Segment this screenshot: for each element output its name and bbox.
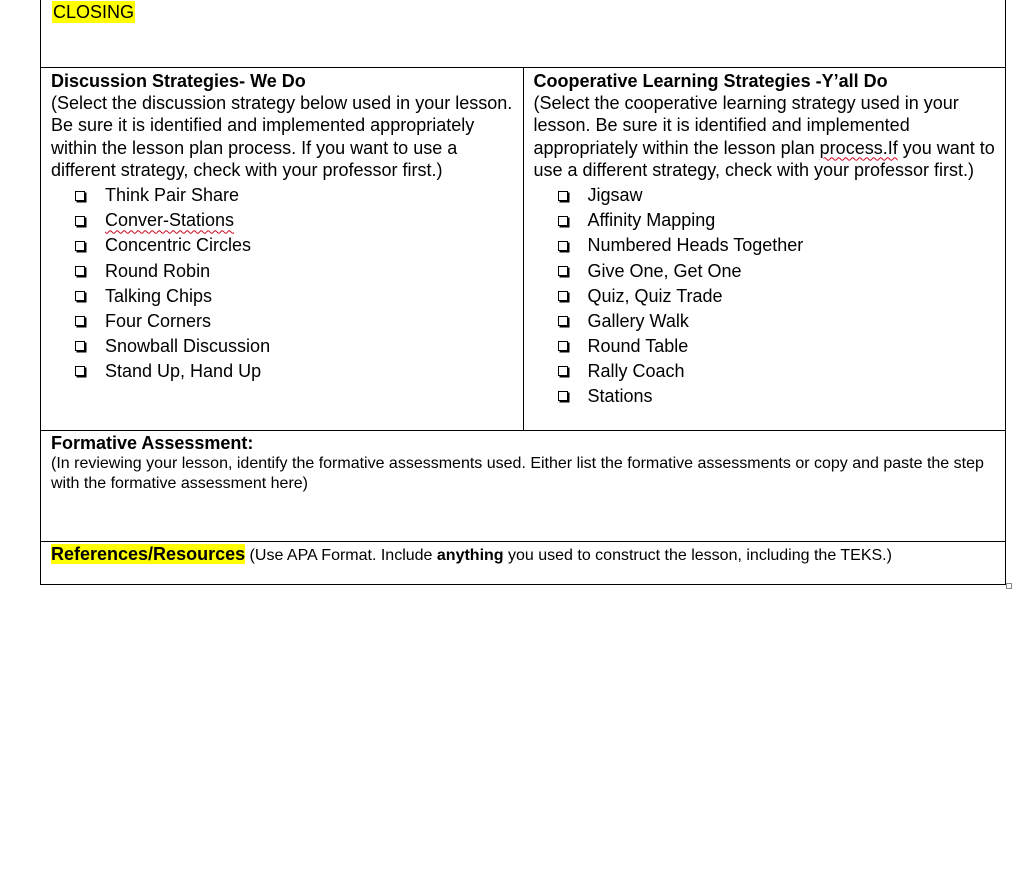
list-item [524, 258, 1006, 283]
checkbox-icon[interactable] [558, 341, 568, 351]
checkbox-icon[interactable] [75, 316, 85, 326]
references-section[interactable] [41, 542, 1006, 585]
list-item-label: Round Robin [105, 260, 211, 281]
formative-assessment-section[interactable] [41, 431, 1006, 542]
formative-title: Formative Assessment: [51, 433, 254, 453]
list-item-label: Snowball Discussion [105, 335, 271, 356]
list-item-label: Conver-Stations [105, 210, 235, 231]
list-item-label: Affinity Mapping [587, 210, 716, 231]
spellcheck-flagged-word: process.If [819, 137, 898, 158]
lesson-plan-table [40, 0, 1006, 585]
list-item [524, 359, 1006, 384]
discussion-title: Discussion Strategies- We Do [51, 71, 306, 91]
list-item-label: Rally Coach [587, 360, 685, 381]
checkbox-icon[interactable] [75, 366, 85, 376]
list-item-label: Gallery Walk [587, 310, 689, 331]
list-item [41, 233, 523, 258]
cooperative-instructions-part1: (Select the cooperative learning strategy used in your lesson. Be sure it is identified and implemented appropriately within the lesson plan [533, 93, 959, 158]
checkbox-icon[interactable] [558, 391, 568, 401]
list-item-label: Stations [587, 385, 653, 406]
references-text-before: (Use APA Format. Include [245, 547, 437, 564]
closing-section[interactable] [41, 0, 1006, 68]
list-item [41, 284, 523, 309]
list-item-label: Stand Up, Hand Up [105, 360, 262, 381]
checkbox-icon[interactable] [75, 341, 85, 351]
table-resize-handle[interactable] [1006, 583, 1012, 589]
list-item [524, 309, 1006, 334]
list-item [524, 384, 1006, 409]
discussion-instructions: (Select the discussion strategy below used in your lesson. Be sure it is identified and implemented appropriately within the lesson plan process. If you want to use a different strategy, check with your professor first.) [51, 93, 513, 180]
list-item [524, 183, 1006, 208]
list-item-label: Talking Chips [105, 285, 213, 306]
list-item-label: Quiz, Quiz Trade [587, 285, 723, 306]
checkbox-icon[interactable] [75, 266, 85, 276]
list-item-label: Four Corners [105, 310, 212, 331]
list-item-label: Think Pair Share [105, 185, 240, 206]
references-line [41, 542, 1005, 567]
list-item [41, 208, 523, 233]
checkbox-icon[interactable] [558, 191, 568, 201]
discussion-strategies-section[interactable] [41, 68, 524, 431]
checkbox-icon[interactable] [75, 241, 85, 251]
checkbox-icon[interactable] [558, 266, 568, 276]
cooperative-checklist [524, 183, 1006, 409]
formative-instructions: (In reviewing your lesson, identify the formative assessments used. Either list the formative assessments or copy and paste the step with the formative assessment here) [51, 455, 984, 492]
checkbox-icon[interactable] [558, 316, 568, 326]
list-item [524, 208, 1006, 233]
list-item [524, 284, 1006, 309]
list-item [524, 334, 1006, 359]
references-title: References/Resources [51, 544, 246, 564]
list-item-label: Jigsaw [587, 185, 643, 206]
list-item [41, 258, 523, 283]
cooperative-instructions [534, 92, 1000, 181]
list-item-label: Numbered Heads Together [587, 235, 804, 256]
cooperative-instructions-part2: you want to use a different strategy, check with your professor first.) [533, 137, 995, 180]
checkbox-icon[interactable] [558, 366, 568, 376]
list-item [41, 334, 523, 359]
references-text-bold: anything [436, 547, 504, 564]
list-item [41, 359, 523, 384]
references-text-after: you used to construct the lesson, including the TEKS.) [503, 547, 892, 564]
list-item-label: Give One, Get One [587, 260, 742, 281]
list-item [41, 183, 523, 208]
list-item-label: Round Table [587, 335, 689, 356]
checkbox-icon[interactable] [558, 216, 568, 226]
cooperative-strategies-section[interactable] [523, 68, 1006, 431]
discussion-checklist [41, 183, 523, 384]
list-item [41, 309, 523, 334]
checkbox-icon[interactable] [558, 241, 568, 251]
checkbox-icon[interactable] [75, 191, 85, 201]
list-item-label: Concentric Circles [105, 235, 252, 256]
closing-heading: CLOSING [53, 2, 135, 22]
checkbox-icon[interactable] [558, 291, 568, 301]
list-item [524, 233, 1006, 258]
checkbox-icon[interactable] [75, 291, 85, 301]
cooperative-title: Cooperative Learning Strategies -Y’all Do [533, 71, 888, 91]
checkbox-icon[interactable] [75, 216, 85, 226]
